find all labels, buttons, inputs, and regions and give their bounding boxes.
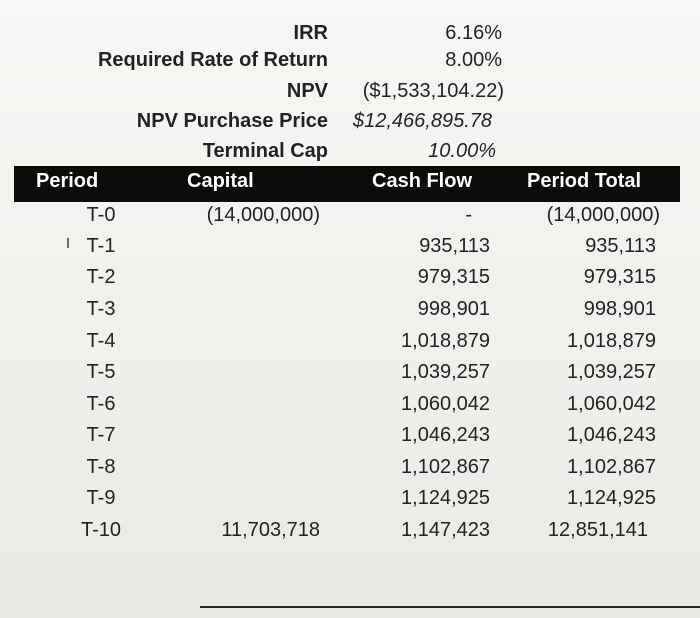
required-rate-value: 8.00% (445, 49, 502, 71)
table-row (0, 456, 700, 488)
cell-period: T-0 (86, 204, 116, 226)
npv-purchase-price-label: NPV Purchase Price (136, 110, 328, 132)
table-row (0, 424, 700, 456)
summary-block (0, 0, 700, 170)
cell-cash-flow: 998,901 (417, 298, 490, 320)
irr-label: IRR (293, 22, 328, 44)
header-capital: Capital (187, 170, 254, 192)
cell-period-total: 12,851,141 (547, 519, 648, 541)
npv-purchase-price-value: $12,466,895.78 (352, 110, 492, 132)
npv-value: ($1,533,104.22) (362, 80, 504, 102)
cell-period: T-8 (86, 456, 116, 478)
cell-period-total: 979,315 (583, 266, 656, 288)
table-header (14, 166, 680, 202)
required-rate-label: Required Rate of Return (97, 49, 328, 71)
table-row (0, 298, 700, 330)
cell-cash-flow: 1,039,257 (401, 361, 490, 383)
table-row (0, 204, 700, 236)
cell-period-total: 1,102,867 (567, 456, 656, 478)
cell-period: T-2 (86, 266, 116, 288)
header-period: Period (36, 170, 99, 192)
table-row (0, 361, 700, 393)
required-rate-row (0, 49, 700, 79)
cell-cash-flow: 935,113 (419, 235, 490, 257)
cell-cash-flow: - (465, 204, 472, 226)
cell-period: T-6 (86, 393, 116, 415)
cell-period-total: 998,901 (583, 298, 656, 320)
table-row (0, 266, 700, 298)
cell-cash-flow: 1,060,042 (401, 393, 490, 415)
table-row (0, 487, 700, 519)
cell-period-total: 1,060,042 (567, 393, 656, 415)
cell-period: T-1 (86, 235, 116, 257)
cell-period-total: 935,113 (585, 235, 656, 257)
table-row (0, 235, 700, 267)
table-row (0, 393, 700, 425)
cell-period: T-7 (86, 424, 116, 446)
cell-cash-flow: 1,046,243 (401, 424, 490, 446)
cell-period-total: 1,124,925 (567, 487, 656, 509)
terminal-cap-label: Terminal Cap (202, 140, 328, 162)
npv-label: NPV (286, 80, 328, 102)
cell-cash-flow: 1,147,423 (401, 519, 490, 541)
cell-period-total: 1,018,879 (567, 330, 656, 352)
npv-row (0, 80, 700, 110)
cell-period: T-4 (86, 330, 116, 352)
underline-divider (200, 606, 700, 608)
cell-capital: 11,703,718 (221, 519, 320, 541)
cell-period: T-5 (86, 361, 116, 383)
table-row (0, 519, 700, 551)
header-period-total: Period Total (527, 170, 642, 192)
irr-row (0, 22, 700, 52)
cell-period-total: (14,000,000) (546, 204, 660, 226)
cell-cash-flow: 979,315 (417, 266, 490, 288)
cell-cash-flow: 1,102,867 (401, 456, 490, 478)
cell-cash-flow: 1,018,879 (401, 330, 490, 352)
cell-period-total: 1,046,243 (567, 424, 656, 446)
header-cash-flow: Cash Flow (372, 170, 473, 192)
terminal-cap-value: 10.00% (428, 140, 496, 162)
cell-cash-flow: 1,124,925 (401, 487, 490, 509)
npv-purchase-price-row (0, 110, 700, 140)
cell-period: T-9 (86, 487, 116, 509)
table-row (0, 330, 700, 362)
cell-capital: (14,000,000) (206, 204, 320, 226)
cell-period: T-10 (80, 519, 122, 541)
cell-period-total: 1,039,257 (567, 361, 656, 383)
cell-period: T-3 (86, 298, 116, 320)
irr-value: 6.16% (445, 22, 502, 44)
